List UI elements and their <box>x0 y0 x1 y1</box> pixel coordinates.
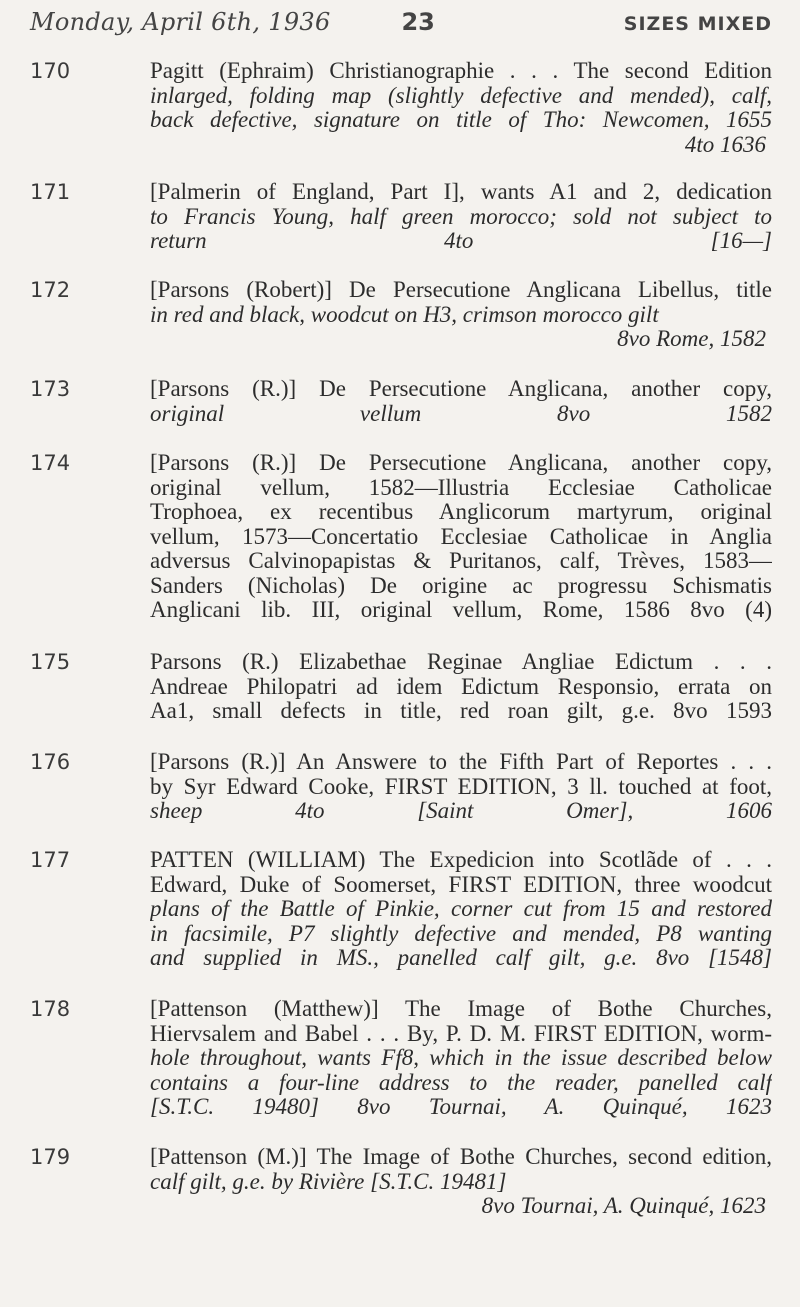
lot-line: 4to 1636 <box>684 132 766 157</box>
lot-description <box>150 377 772 426</box>
lot-line: calf gilt, g.e. by Rivière [S.T.C. 19481] <box>150 1169 507 1194</box>
lot-number: 176 <box>30 750 71 774</box>
lot-line: by Syr Edward Cooke, FIRST EDITION, 3 ll. touched at foot, <box>150 774 772 799</box>
header-date: Monday, April 6th, 1936 <box>30 8 331 36</box>
lot-line: [Pattenson (Matthew)] The Image of Bothe Churches, <box>150 997 772 1021</box>
lot-line: original vellum, 1582—Illustria Ecclesiae Catholicae <box>150 475 772 500</box>
lot-description <box>150 750 772 824</box>
lot-line: 8vo Tournai, A. Quinqué, 1623 <box>481 1194 766 1218</box>
lot-line: Sanders (Nicholas) De origine ac progressu Schismatis <box>150 573 772 598</box>
lot-description <box>150 650 772 724</box>
lot-number: 177 <box>30 848 71 872</box>
lot-number: 178 <box>30 997 71 1021</box>
lot-description <box>150 59 772 157</box>
lot-line: in facsimile, P7 slightly defective and mended, P8 wanting <box>150 921 772 946</box>
lot-line: [Pattenson (M.)] The Image of Bothe Churches, second edition, <box>150 1145 772 1169</box>
lot-line: to Francis Young, half green morocco; sold not subject to <box>150 204 772 229</box>
lot-line: Andreae Philopatri ad idem Edictum Responsio, errata on <box>150 674 772 699</box>
lot-line: [Parsons (R.)] De Persecutione Anglicana, another copy, <box>150 377 772 401</box>
lot-line: original vellum 8vo 1582 <box>150 401 772 426</box>
lot-description <box>150 848 772 971</box>
lot-line: [S.T.C. 19480] 8vo Tournai, A. Quinqué, 1623 <box>150 1095 772 1119</box>
lot-line: adversus Calvinopapistas & Puritanos, calf, Trèves, 1583— <box>150 549 772 573</box>
lot-line: Edward, Duke of Soomerset, FIRST EDITION, three woodcut <box>150 872 772 897</box>
lot-line: Anglicani lib. III, original vellum, Rome, 1586 8vo (4) <box>150 598 772 622</box>
lot-description <box>150 180 772 254</box>
lot-number: 170 <box>30 59 71 83</box>
lot-line: and supplied in MS., panelled calf gilt, g.e. 8vo [1548] <box>150 946 772 970</box>
page-number: 23 <box>401 8 435 36</box>
lot-line: Aa1, small defects in title, red roan gilt, g.e. 8vo 1593 <box>150 699 772 723</box>
lot-line: [Palmerin of England, Part I], wants A1 and 2, dedication <box>150 180 772 204</box>
lot-number: 175 <box>30 650 71 674</box>
lot-line: sheep 4to [Saint Omer], 1606 <box>150 799 772 823</box>
lot-number: 171 <box>30 180 71 204</box>
lot-description <box>150 278 772 352</box>
lot-line: 8vo Rome, 1582 <box>617 327 766 351</box>
lot-line: Pagitt (Ephraim) Christianographie . . . The second Edition <box>150 59 772 83</box>
lot-line: [Parsons (R.)] De Persecutione Anglicana, another copy, <box>150 451 772 475</box>
lot-line: Trophoea, ex recentibus Anglicorum martyrum, original <box>150 500 772 524</box>
lot-line: PATTEN (WILLIAM) The Expedicion into Scotlãde of . . . <box>150 848 772 872</box>
lot-line: vellum, 1573—Concertatio Ecclesiae Catholicae in Anglia <box>150 524 772 549</box>
lot-line: plans of the Battle of Pinkie, corner cut from 15 and restored <box>150 897 772 921</box>
lot-number: 174 <box>30 451 71 475</box>
lot-description <box>150 997 772 1120</box>
lot-line: back defective, signature on title of Tho: Newcomen, 1655 <box>150 108 772 132</box>
section-title: SIZES MIXED <box>623 13 772 35</box>
lot-description <box>150 1145 772 1219</box>
lot-line: [Parsons (R.)] An Answere to the Fifth Part of Reportes . . . <box>150 750 772 774</box>
lot-number: 173 <box>30 377 71 401</box>
lot-line: [Parsons (Robert)] De Persecutione Anglicana Libellus, title <box>150 278 772 302</box>
running-header <box>30 8 772 48</box>
lot-line: return 4to [16—] <box>150 229 772 253</box>
lot-line: contains a four-line address to the reader, panelled calf <box>150 1070 772 1095</box>
lot-line: hole throughout, wants Ff8, which in the issue described below <box>150 1046 772 1070</box>
lot-line: inlarged, folding map (slightly defective and mended), calf, <box>150 83 772 108</box>
lot-number: 179 <box>30 1145 71 1169</box>
lot-description <box>150 451 772 623</box>
lot-line: Parsons (R.) Elizabethae Reginae Angliae Edictum . . . <box>150 650 772 674</box>
lot-line: in red and black, woodcut on H3, crimson morocco gilt <box>150 302 659 327</box>
lot-line: Hiervsalem and Babel . . . By, P. D. M. FIRST EDITION, worm- <box>150 1021 772 1046</box>
lot-number: 172 <box>30 278 71 302</box>
